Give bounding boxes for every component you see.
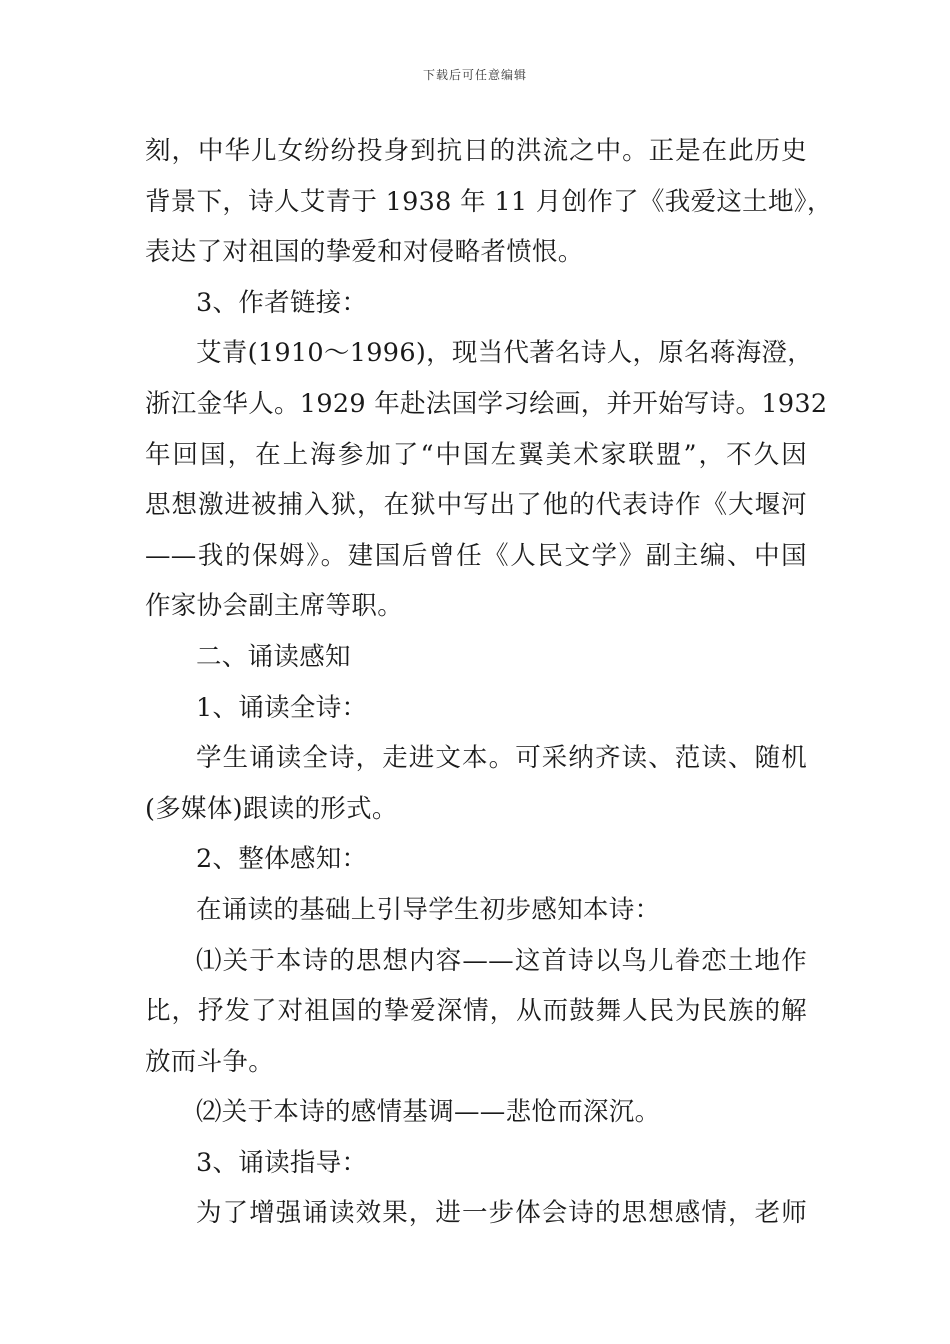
text-line: 年回国，在上海参加了“中国左翼美术家联盟”，不久因	[145, 439, 807, 470]
text-line: ——我的保姆》。建国后曾任《人民文学》副主编、中国	[145, 540, 807, 571]
text-line: 刻，中华儿女纷纷投身到抗日的洪流之中。正是在此历史	[145, 136, 807, 166]
text-line: 1、诵读全诗：	[196, 692, 368, 723]
text-line: 艾青(1910～1996)，现当代著名诗人，原名蒋海澄，	[196, 338, 814, 369]
text-line: 作家协会副主席等职。	[145, 591, 404, 622]
text-line: ⑵关于本诗的感情基调——悲怆而深沉。	[196, 1097, 661, 1128]
text-line: ⑴关于本诗的思想内容——这首诗以鸟儿眷恋土地作	[196, 945, 807, 976]
text-line: 思想激进被捕入狱，在狱中写出了他的代表诗作《大堰河	[145, 490, 807, 521]
text-line: 放而斗争。	[145, 1046, 275, 1077]
text-line: 学生诵读全诗，走进文本。可采纳齐读、范读、随机	[196, 743, 807, 774]
text-line: 比，抒发了对祖国的挚爱深情，从而鼓舞人民为民族的解	[145, 996, 807, 1027]
text-line: 背景下，诗人艾青于 1938 年 11 月创作了《我爱这土地》，	[145, 186, 833, 217]
text-line: 表达了对祖国的挚爱和对侵略者愤恨。	[145, 237, 584, 268]
text-line: 二、诵读感知	[196, 641, 351, 672]
page-header: 下载后可任意编辑	[422, 68, 527, 82]
text-line: 2、整体感知：	[196, 844, 368, 875]
text-line: 为了增强诵读效果，进一步体会诗的思想感情，老师	[196, 1198, 807, 1229]
text-line: (多媒体)跟读的形式。	[145, 793, 398, 824]
body-text	[145, 126, 833, 1239]
text-line: 在诵读的基础上引导学生初步感知本诗：	[196, 894, 661, 925]
text-line: 浙江金华人。1929 年赴法国学习绘画，并开始写诗。1932	[145, 388, 828, 419]
text-line: 3、作者链接：	[196, 287, 368, 318]
text-line: 3、诵读指导：	[196, 1147, 368, 1178]
